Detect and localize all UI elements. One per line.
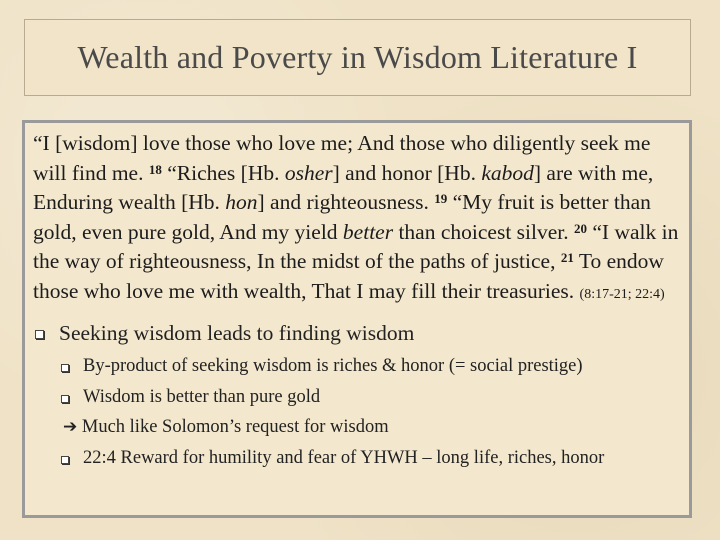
verse-text: “I [wisdom] love those who love me; And those who diligently seek me will find me. — [33, 131, 651, 185]
main-bullet-text: Seeking wisdom leads to finding wisdom — [59, 321, 415, 345]
arrow-point-text: Much like Solomon’s request for wisdom — [81, 417, 389, 437]
sub-bullet-text: Wisdom is better than pure gold — [83, 386, 321, 407]
scripture-quote — [33, 129, 681, 309]
verse-number: 18 — [148, 161, 162, 177]
square-bullet-icon — [35, 330, 44, 339]
square-bullet-icon — [61, 364, 69, 372]
title-box — [24, 19, 691, 96]
hebrew-term: hon — [225, 190, 258, 214]
emphasis-word: better — [342, 219, 394, 244]
sub-bullet — [33, 351, 681, 382]
square-bullet-icon — [61, 456, 69, 464]
verse-number: 19 — [434, 191, 448, 206]
square-bullet-icon — [61, 395, 69, 403]
sub-bullet — [33, 443, 681, 474]
verse-number: 21 — [560, 250, 574, 265]
slide-title: Wealth and Poverty in Wisdom Literature I — [77, 39, 638, 75]
verse-text: To endow those who love me with wealth, That I may fill their treasuries. — [33, 249, 664, 303]
sub-bullet-text: By-product of seeking wisdom is riches & honor (= social prestige) — [83, 356, 583, 376]
verse-text: “Riches [Hb. — [161, 160, 285, 185]
verse-text: than choicest silver. — [393, 219, 574, 244]
hebrew-term: osher — [284, 160, 333, 185]
sub-bullet — [33, 382, 681, 413]
verse-text: “I walk in the way of righteousness, In the midst of the paths of justice, — [33, 219, 679, 273]
hebrew-term: kabod — [481, 160, 534, 185]
verse-text: ] are with me, Enduring wealth [Hb. — [33, 160, 654, 214]
main-bullet — [33, 319, 681, 347]
verse-text: “My fruit is better than gold, even pure gold, And my yield — [33, 190, 651, 244]
verse-text: ] and honor [Hb. — [332, 160, 482, 185]
verse-text: ] and righteousness. — [257, 190, 435, 214]
sub-bullet-text: 22:4 Reward for humility and fear of YHWH – long life, riches, honor — [83, 447, 605, 468]
arrow-right-icon: ➔ — [63, 417, 78, 437]
content-box — [22, 120, 692, 518]
arrow-point — [33, 412, 681, 443]
scripture-reference: (8:17-21; 22:4) — [579, 286, 665, 302]
verse-number: 20 — [574, 220, 587, 236]
